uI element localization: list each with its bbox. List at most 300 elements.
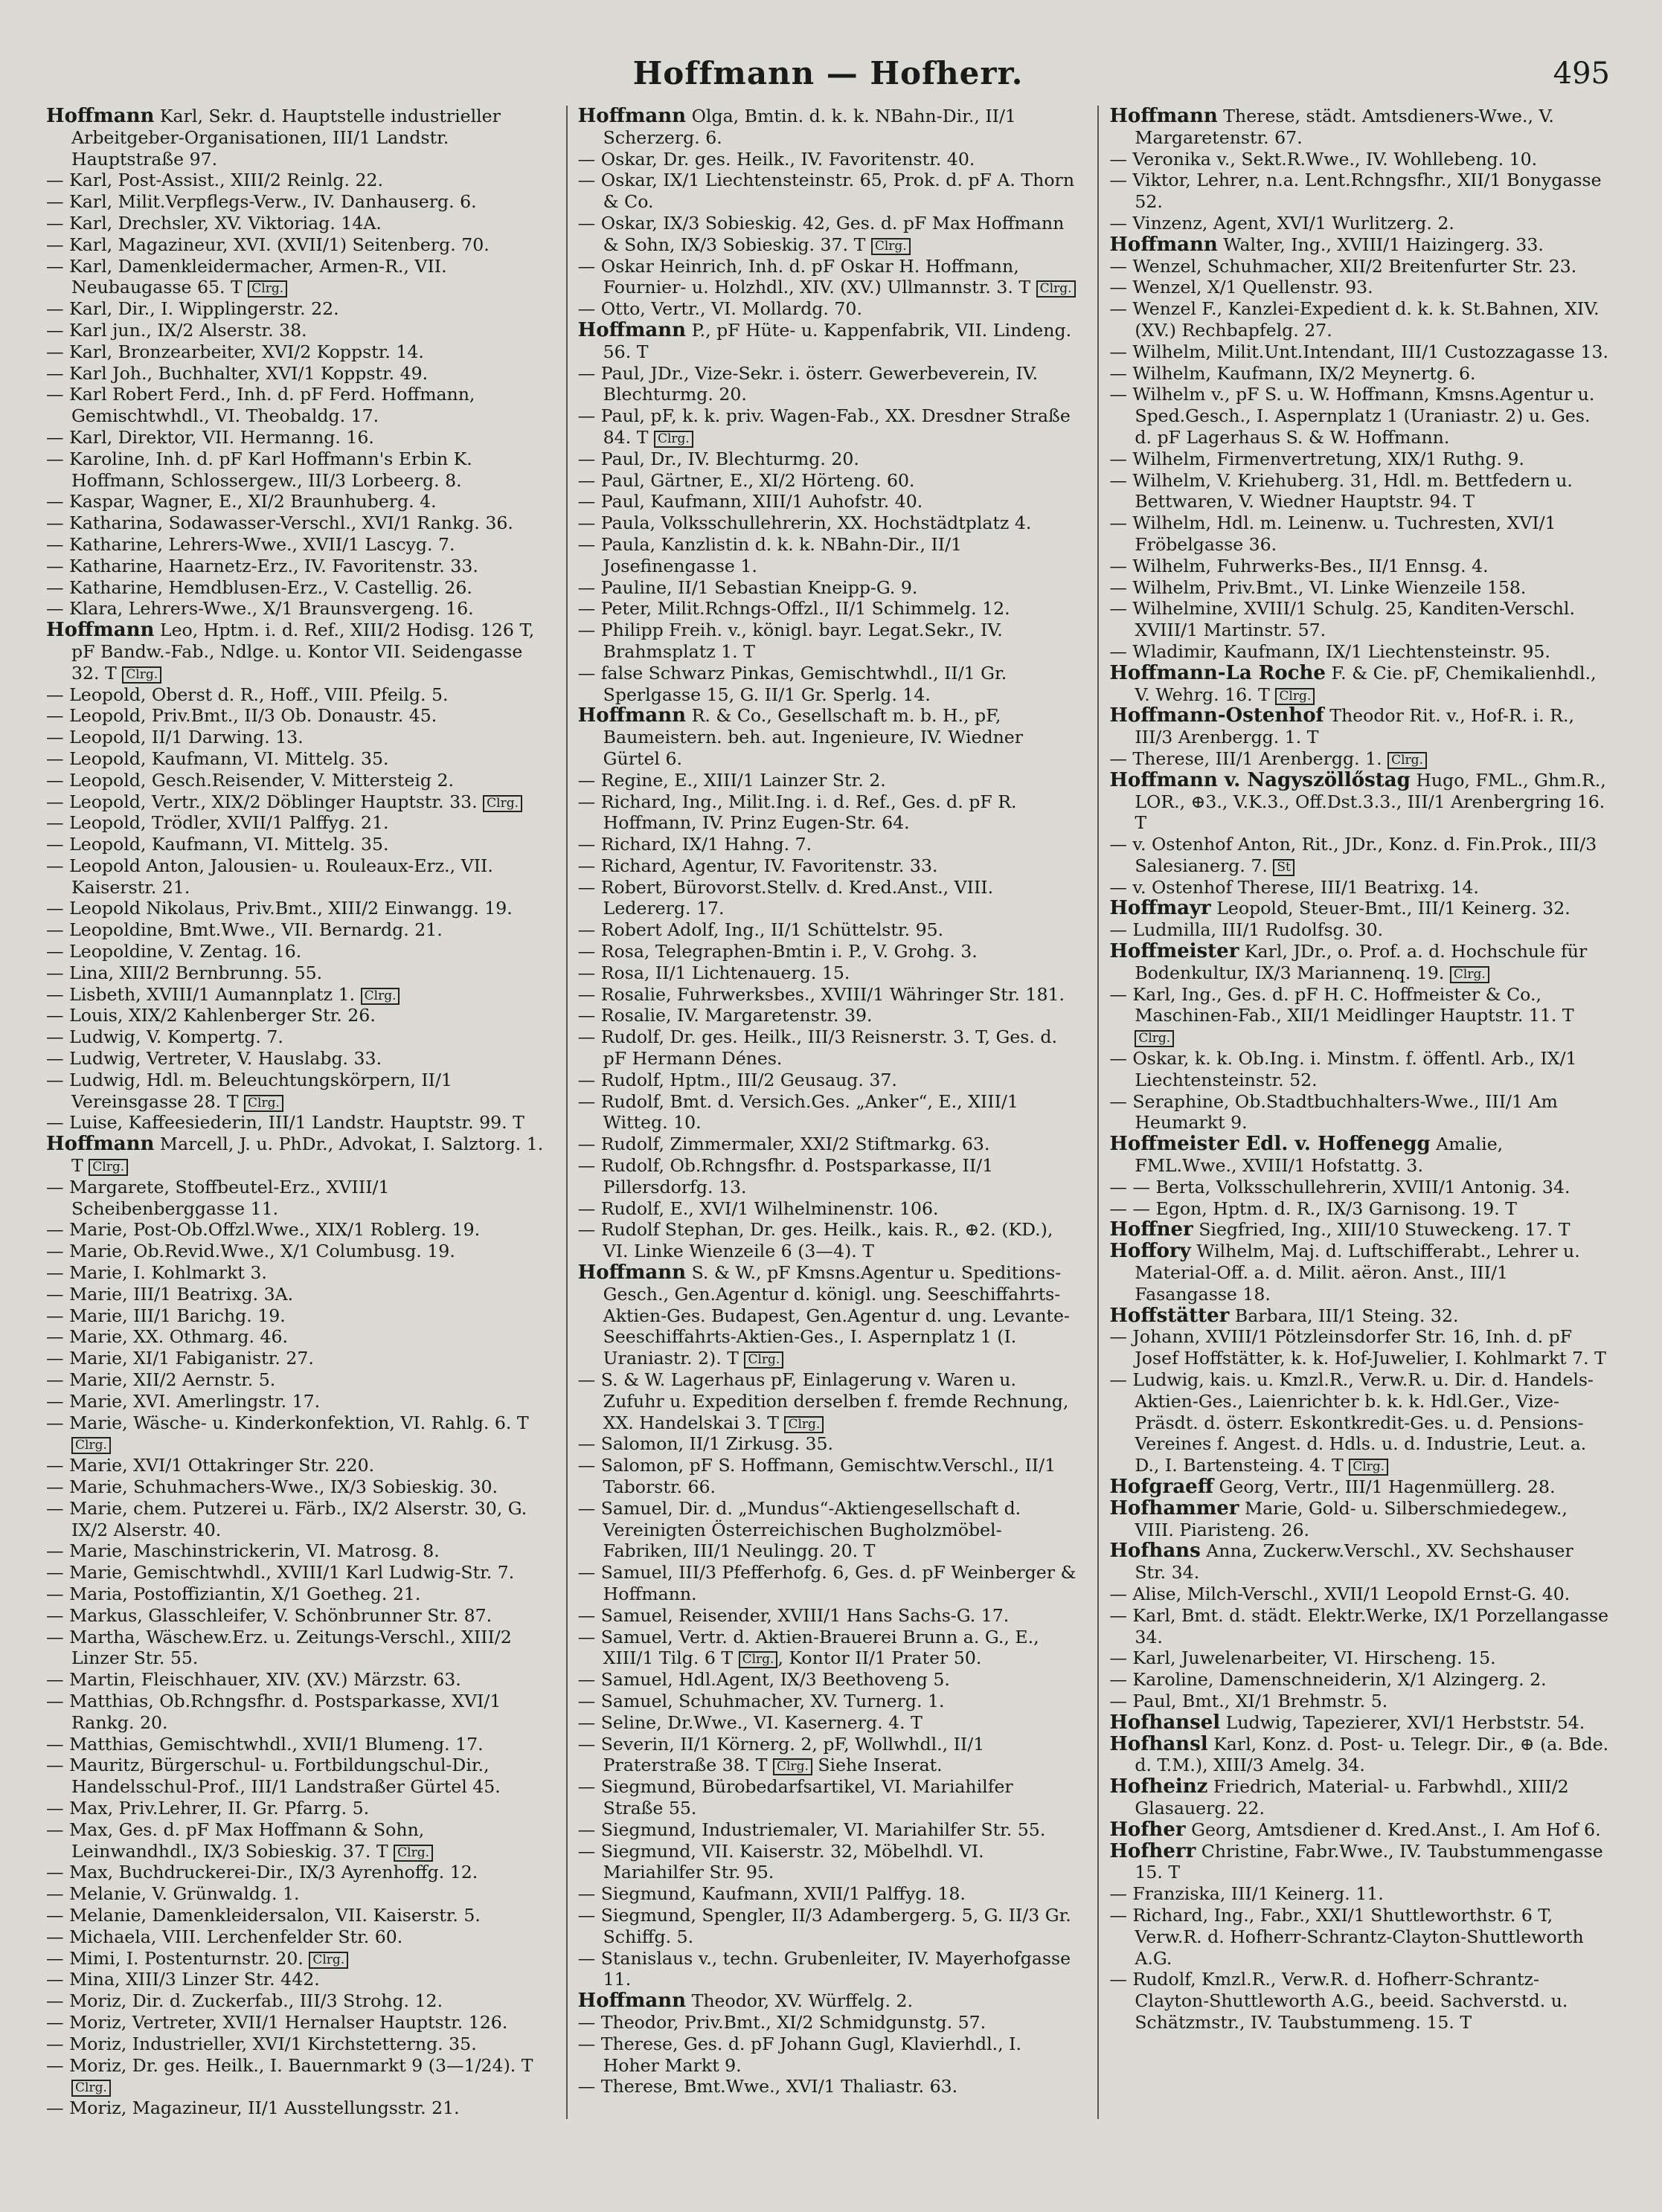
directory-column-1 (46, 106, 547, 2119)
directory-entry (46, 363, 547, 385)
directory-entry (46, 320, 547, 341)
entry-surname: Hoffmann (577, 105, 687, 127)
entry-text: — Ludwig, V. Kompertg. 7. (46, 1026, 283, 1048)
entry-text: — Karl, Magazineur, XVI. (XVII/1) Seitenberg. 70. (46, 234, 490, 255)
entry-text: — Wilhelm, Hdl. m. Leinenw. u. Tuchresten, XVI/1 Fröbelgasse 36. (1109, 512, 1556, 555)
directory-entry (578, 834, 1079, 855)
clearing-badge: Clrg. (71, 2080, 111, 2097)
entry-surname: Hofgraeff (1109, 1476, 1214, 1498)
entry-text: — Rudolf, Kmzl.R., Verw.R. d. Hofherr-Schrantz-Clayton-Shuttleworth A.G., beeid. Sachverstd. u. Schätzmstr., IV. Taubstummeng. 15. T (1109, 1969, 1568, 2033)
entry-text: — Paul, JDr., Vize-Sekr. i. österr. Gewerbeverein, IV. Blechturmg. 20. (577, 362, 1039, 405)
entry-text: — S. & W. Lagerhaus pF, Einlagerung v. Waren u. Zufuhr u. Expedition derselben f. fremde Rechnung, XX. Handelskai 3. T (577, 1369, 1069, 1433)
entry-text: — Theodor, Priv.Bmt., XI/2 Schmidgunstg. 57. (577, 2011, 986, 2033)
entry-text: — Matthias, Gemischtwhdl., XVII/1 Blumeng. 17. (46, 1733, 484, 1755)
directory-entry (46, 1262, 547, 1284)
entry-text: — Rudolf, Dr. ges. Heilk., III/3 Reisnerstr. 3. T, Ges. d. pF Hermann Dénes. (577, 1026, 1057, 1070)
entry-text: — Ludwig, Vertreter, V. Hauslabg. 33. (46, 1048, 382, 1070)
entry-text: — Peter, Milit.Rchngs-Offzl., II/1 Schimmelg. 12. (577, 598, 1010, 620)
page-number: 495 (1553, 57, 1610, 91)
directory-entry (1109, 1605, 1610, 1648)
directory-entry (578, 405, 1079, 448)
directory-entry (46, 1412, 547, 1456)
entry-text: — Karoline, Inh. d. pF Karl Hoffmann's Erbin K. Hoffmann, Schlossergew., III/3 Lorbeerg. 8. (46, 448, 472, 491)
directory-entry (578, 1734, 1079, 1777)
directory-column-3 (1097, 106, 1610, 2119)
directory-entry (46, 1798, 547, 1819)
directory-entry (46, 1070, 547, 1113)
entry-text: — Leopoldine, V. Zentag. 16. (46, 941, 302, 962)
entry-text: — Siegmund, VII. Kaiserstr. 32, Möbelhdl. VI. Mariahilfer Str. 95. (577, 1840, 984, 1883)
clearing-badge: Clrg. (773, 1758, 812, 1775)
entry-text: — Karl, Ing., Ges. d. pF H. C. Hoffmeister & Co., Maschinen-Fab., XII/1 Meidlinger Hauptstr. 11. T (1109, 983, 1574, 1026)
directory-entry (1109, 1776, 1610, 1819)
directory-entry (46, 1005, 547, 1026)
directory-entry (1109, 512, 1610, 556)
directory-entry (578, 1262, 1079, 1369)
entry-text: — Siegmund, Spengler, II/3 Adambergerg. 5, G. II/3 Gr. Schiffg. 5. (577, 1904, 1071, 1947)
entry-text: — Johann, XVIII/1 Pötzleinsdorfer Str. 16, Inh. d. pF Josef Hoffstätter, k. k. Hof-Juwelier, I. Kohlmarkt 7. T (1109, 1326, 1606, 1369)
directory-entry (46, 984, 547, 1006)
directory-entry (1109, 984, 1610, 1048)
clearing-badge: Clrg. (483, 795, 522, 812)
entry-surname: Hoffmeister Edl. v. Hoffenegg (1109, 1133, 1431, 1156)
entry-text: — Kaspar, Wagner, E., XI/2 Braunhuberg. 4. (46, 491, 437, 512)
entry-text: — Paul, Bmt., XI/1 Brehmstr. 5. (1109, 1690, 1388, 1711)
directory-entry (46, 170, 547, 191)
entry-text: — Karl, Post-Assist., XIII/2 Reinlg. 22. (46, 170, 384, 191)
entry-text: — Seline, Dr.Wwe., VI. Kasernerg. 4. T (577, 1711, 923, 1733)
directory-entry (46, 1883, 547, 1905)
directory-entry (46, 812, 547, 834)
directory-entry (578, 1134, 1079, 1155)
directory-entry (578, 984, 1079, 1006)
entry-text: — Moriz, Magazineur, II/1 Ausstellungsstr. 21. (46, 2097, 460, 2119)
entry-surname: Hoffmann v. Nagyszöllőstag (1109, 768, 1411, 791)
entry-text: Marcell, J. u. PhDr., Advokat, I. Salztorg. 1. T (71, 1134, 544, 1177)
entry-text: — Katharine, Lehrers-Wwe., XVII/1 Lascyg. 7. (46, 533, 455, 555)
directory-entry (46, 234, 547, 256)
directory-entry (578, 213, 1079, 256)
entry-text: — Mauritz, Bürgerschul- u. Fortbildungschul-Dir., Handelsschul-Prof., III/1 Landstraßer Gürtel 45. (46, 1755, 501, 1798)
directory-entry (1109, 106, 1610, 149)
entry-surname: Hoffmann (1109, 105, 1218, 127)
entry-text: — Therese, III/1 Arenbergg. 1. (1109, 747, 1382, 769)
entry-surname: Hoffmann (46, 619, 155, 642)
entry-text: — Samuel, Reisender, XVIII/1 Hans Sachs-G. 17. (577, 1604, 1010, 1626)
directory-entry (46, 770, 547, 791)
entry-text: — Rudolf, Zimmermaler, XXI/2 Stiftmarkg. 63. (577, 1134, 990, 1155)
directory-entry (578, 1883, 1079, 1905)
directory-entry (46, 962, 547, 984)
clearing-badge: Clrg. (871, 238, 911, 255)
entry-text: — Max, Ges. d. pF Max Hoffmann & Sohn, Leinwandhdl., IX/3 Sobieskig. 37. T (46, 1819, 425, 1862)
directory-entry (578, 1091, 1079, 1134)
directory-entry (46, 1627, 547, 1670)
directory-entry (46, 855, 547, 898)
directory-entry (46, 427, 547, 448)
entry-text: P., pF Hüte- u. Kappenfabrik, VII. Lindeng. 56. T (603, 319, 1072, 362)
directory-entry (46, 598, 547, 620)
entry-surname: Hoffmayr (1109, 897, 1211, 920)
directory-entry (1109, 1498, 1610, 1541)
entry-text: — Viktor, Lehrer, n.a. Lent.Rchngsfhr., XII/1 Bonygasse 52. (1109, 170, 1602, 213)
entry-text: Karl, Sekr. d. Hauptstelle industrieller Arbeitgeber-Organisationen, III/1 Landstr. Hauptstraße 97. (71, 106, 501, 170)
directory-entry (46, 1177, 547, 1220)
directory-entry (1109, 898, 1610, 919)
directory-entry (1109, 834, 1610, 877)
directory-entry (46, 1969, 547, 1990)
entry-text: Leopold, Steuer-Bmt., III/1 Keinerg. 32. (1210, 898, 1570, 919)
entry-text: — Leopold, Vertr., XIX/2 Döblinger Hauptstr. 33. (46, 791, 478, 812)
directory-entry (46, 1819, 547, 1862)
directory-entry (1109, 149, 1610, 170)
directory-entry (578, 1627, 1079, 1670)
directory-entry (46, 727, 547, 748)
entry-text: — Marie, Schuhmachers-Wwe., IX/3 Sobieskig. 30. (46, 1476, 498, 1497)
entry-text: Marie, Gold- u. Silberschmiedegew., VIII. Piaristeng. 26. (1135, 1497, 1568, 1540)
entry-surname: Hofherr (1109, 1839, 1196, 1862)
clearing-badge: St (1273, 859, 1294, 876)
entry-text: — Samuel, Vertr. d. Aktien-Brauerei Brunn a. G., E., XIII/1 Tilg. 6 T (577, 1626, 1039, 1669)
entry-text: — Wilhelm, V. Kriehuberg. 31, Hdl. m. Bettfedern u. Bettwaren, V. Wiedner Hauptstr. 94. T (1109, 469, 1573, 512)
directory-entry (46, 2097, 547, 2119)
entry-text: — Leopold, Kaufmann, VI. Mittelg. 35. (46, 834, 389, 855)
directory-entry (578, 1905, 1079, 1948)
entry-text: — Rudolf, Hptm., III/2 Geusaug. 37. (577, 1069, 897, 1090)
directory-entry (1109, 234, 1610, 256)
directory-entry (578, 598, 1079, 620)
entry-text: — Paul, pF, k. k. priv. Wagen-Fab., XX. Dresdner Straße 84. T (577, 405, 1071, 448)
directory-entry (1109, 641, 1610, 663)
entry-text: — Katharine, Haarnetz-Erz., IV. Favoritenstr. 33. (46, 555, 478, 576)
directory-entry (46, 1369, 547, 1391)
entry-text: — Richard, IX/1 Hahng. 7. (577, 834, 812, 855)
directory-entry (578, 1498, 1079, 1562)
directory-entry (1109, 470, 1610, 513)
entry-text: — Lisbeth, XVIII/1 Aumannplatz 1. (46, 983, 356, 1005)
entry-text: — Wilhelmine, XVIII/1 Schulg. 25, Kanditen-Verschl. XVIII/1 Martinstr. 57. (1109, 598, 1575, 641)
entry-text: F. & Cie. pF, Chemikalienhdl., V. Wehrg. 16. T (1135, 662, 1597, 705)
entry-surname: Hofhans (1109, 1540, 1201, 1563)
directory-entry (1109, 1134, 1610, 1177)
directory-entry (46, 1691, 547, 1734)
entry-text: — Karl, Milit.Verpflegs-Verw., IV. Danhauserg. 6. (46, 191, 477, 213)
entry-surname: Hoffmann (1109, 233, 1218, 256)
entry-text: — Samuel, III/3 Pfefferhofg. 6, Ges. d. pF Weinberger & Hoffmann. (577, 1562, 1077, 1604)
entry-text: — Luise, Kaffeesiederin, III/1 Landstr. Hauptstr. 99. T (46, 1112, 524, 1134)
directory-entry (578, 791, 1079, 835)
directory-entry (1109, 941, 1610, 984)
directory-entry (578, 1948, 1079, 1991)
directory-entry (46, 534, 547, 556)
directory-entry (1109, 1305, 1610, 1327)
directory-entry (578, 1841, 1079, 1884)
directory-entry (578, 941, 1079, 962)
entry-surname: Hoffmeister (1109, 940, 1239, 963)
entry-text: — Ludwig, Hdl. m. Beleuchtungskörpern, II/1 Vereinsgasse 28. T (46, 1069, 452, 1112)
entry-text: — Paul, Dr., IV. Blechturmg. 20. (577, 448, 859, 469)
entry-text: — Mina, XIII/3 Linzer Str. 442. (46, 1969, 320, 1990)
entry-text: — v. Ostenhof Therese, III/1 Beatrixg. 14. (1109, 876, 1479, 898)
directory-entry (578, 170, 1079, 213)
directory-entry (578, 320, 1079, 363)
entry-text: — Karl, Drechsler, XV. Viktoriag. 14A. (46, 212, 382, 234)
entry-surname: Hofher (1109, 1818, 1186, 1841)
directory-entry (578, 577, 1079, 599)
entry-text: Friedrich, Material- u. Farbwhdl., XIII/2 Glasauerg. 22. (1135, 1776, 1569, 1819)
clearing-badge: Clrg. (309, 1952, 348, 1969)
directory-entry (1109, 1540, 1610, 1584)
directory-entry (1109, 256, 1610, 277)
entry-text: — Leopold, Oberst d. R., Hoff., VIII. Pfeilg. 5. (46, 684, 449, 705)
directory-column-2 (566, 106, 1079, 2119)
directory-entry (46, 941, 547, 962)
clearing-badge: Clrg. (394, 1845, 433, 1862)
entry-surname: Hofhansel (1109, 1711, 1221, 1734)
directory-entry (578, 663, 1079, 706)
directory-entry (578, 1198, 1079, 1220)
clearing-badge: Clrg. (1387, 752, 1427, 769)
directory-entry (46, 298, 547, 320)
directory-entry (578, 1990, 1079, 2012)
entry-text: — Margarete, Stoffbeutel-Erz., XVIII/1 Scheibenberggasse 11. (46, 1176, 390, 1219)
directory-entry (578, 1669, 1079, 1691)
directory-entry (1109, 1969, 1610, 2033)
entry-text: — Marie, chem. Putzerei u. Färb., IX/2 Alserstr. 30, G. IX/2 Alserstr. 40. (46, 1497, 527, 1540)
entry-text: — Max, Buchdruckerei-Dir., IX/3 Ayrenhoffg. 12. (46, 1862, 478, 1883)
directory-entry (1109, 213, 1610, 234)
entry-text: — Philipp Freih. v., königl. bayr. Legat.Sekr., IV. Brahmsplatz 1. T (577, 620, 1003, 662)
directory-entry (578, 256, 1079, 299)
clearing-badge: Clrg. (1135, 1030, 1174, 1047)
directory-entry (46, 1026, 547, 1048)
entry-text: — Ludmilla, III/1 Rudolfsg. 30. (1109, 919, 1384, 941)
entry-text: — Melanie, Damenkleidersalon, VII. Kaiserstr. 5. (46, 1904, 481, 1926)
directory-entry (46, 191, 547, 213)
directory-entry (46, 1326, 547, 1348)
directory-entry (46, 1391, 547, 1412)
directory-entry (1109, 1712, 1610, 1734)
directory-entry (578, 1219, 1079, 1262)
entry-surname: Hofheinz (1109, 1775, 1208, 1798)
directory-entry (1109, 919, 1610, 941)
directory-entry (578, 2033, 1079, 2077)
entry-text-continued: Siehe Inserat. (812, 1755, 943, 1776)
entry-text: — Louis, XIX/2 Kahlenberger Str. 26. (46, 1005, 376, 1026)
directory-entry (1109, 1647, 1610, 1669)
entry-text: — Leopold, Trödler, XVII/1 Palffyg. 21. (46, 812, 389, 834)
directory-entry (578, 1369, 1079, 1433)
directory-entry (46, 1862, 547, 1883)
directory-entry (46, 1990, 547, 2012)
directory-entry (1109, 1819, 1610, 1841)
directory-entry (1109, 748, 1610, 770)
entry-text: — Wilhelm, Kaufmann, IX/2 Meynertg. 6. (1109, 362, 1476, 384)
running-title: Hoffmann — Hofherr. (632, 55, 1024, 91)
entry-text: — Oskar Heinrich, Inh. d. pF Oskar H. Hoffmann, Fournier- u. Holzhdl., XIV. (XV.) Ullmannstr. 3. T (577, 255, 1031, 298)
clearing-badge: Clrg. (744, 1351, 783, 1369)
entry-text: Barbara, III/1 Steing. 32. (1229, 1305, 1459, 1326)
entry-text: — Marie, XII/2 Aernstr. 5. (46, 1369, 276, 1391)
directory-entry (578, 512, 1079, 534)
directory-entry (1109, 384, 1610, 448)
directory-entry (1109, 1198, 1610, 1220)
directory-entry (1109, 341, 1610, 363)
entry-text: — Otto, Vertr., VI. Mollardg. 70. (577, 298, 862, 320)
entry-text: — Leopold Anton, Jalousien- u. Rouleaux-Erz., VII. Kaiserstr. 21. (46, 855, 493, 898)
directory-entry (578, 470, 1079, 492)
directory-entry (46, 556, 547, 577)
entry-text: — Max, Priv.Lehrer, II. Gr. Pfarrg. 5. (46, 1797, 370, 1819)
directory-entry (578, 106, 1079, 149)
directory-entry (578, 620, 1079, 663)
entry-text: Therese, städt. Amtsdieners-Wwe., V. Margaretenstr. 67. (1135, 106, 1554, 148)
entry-text: — Stanislaus v., techn. Grubenleiter, IV. Mayerhofgasse 11. (577, 1947, 1071, 1990)
entry-text: — Marie, Maschinstrickerin, VI. Matrosg. 8. (46, 1540, 440, 1562)
entry-text: — Marie, III/1 Barichg. 19. (46, 1305, 286, 1326)
entry-text: — Veronika v., Sekt.R.Wwe., IV. Wohllebeng. 10. (1109, 148, 1538, 170)
entry-text: Wilhelm, Maj. d. Luftschifferabt., Lehrer u. Material-Off. a. d. Milit. aëron. Anst., III/1 Fasangasse 18. (1135, 1241, 1580, 1305)
clearing-badge: Clrg. (361, 988, 400, 1005)
entry-text: — Samuel, Hdl.Agent, IX/3 Beethoveng 5. (577, 1669, 950, 1691)
directory-entry (46, 2055, 547, 2098)
entry-text: — Robert, Bürovorst.Stellv. d. Kred.Anst., VIII. Ledererg. 17. (577, 876, 994, 919)
entry-text: — false Schwarz Pinkas, Gemischtwhdl., II/1 Gr. Sperlgasse 15, G. II/1 Gr. Sperlg. 14. (577, 662, 1007, 705)
entry-surname: Hoffmann (577, 704, 687, 727)
entry-text: — Samuel, Schuhmacher, XV. Turnerg. 1. (577, 1690, 945, 1711)
directory-entry (1109, 1326, 1610, 1369)
entry-text: — Richard, Ing., Milit.Ing. i. d. Ref., Ges. d. pF R. Hoffmann, IV. Prinz Eugen-Str. 64. (577, 791, 1017, 834)
entry-text: — Oskar, IX/1 Liechtensteinstr. 65, Prok. d. pF A. Thorn & Co. (577, 170, 1075, 213)
entry-text: Karl, Konz. d. Post- u. Telegr. Dir., ⊕ (a. Bde. d. T.M.), XIII/3 Amelg. 34. (1135, 1733, 1609, 1776)
directory-entry (578, 1070, 1079, 1091)
directory-entry (46, 748, 547, 770)
entry-text: — Wladimir, Kaufmann, IX/1 Liechtensteinstr. 95. (1109, 640, 1550, 662)
directory-entry (578, 2012, 1079, 2033)
entry-text: — Karl, Dir., I. Wipplingerstr. 22. (46, 298, 339, 320)
directory-entry (1109, 298, 1610, 341)
directory-entry (1109, 1734, 1610, 1777)
directory-entry (46, 1734, 547, 1755)
entry-text: — — Egon, Hptm. d. R., IX/3 Garnisong. 19. T (1109, 1197, 1518, 1219)
directory-entry (46, 705, 547, 727)
entry-text: — Karl, Bronzearbeiter, XVI/2 Koppstr. 14. (46, 341, 424, 362)
entry-text: — Robert Adolf, Ing., II/1 Schüttelstr. 95. (577, 919, 944, 941)
entry-text: — Siegmund, Bürobedarfsartikel, VI. Mariahilfer Straße 55. (577, 1776, 1013, 1819)
directory-entry (46, 1348, 547, 1369)
entry-text: — Paul, Gärtner, E., XI/2 Hörteng. 60. (577, 469, 915, 491)
entry-text: — Rosa, Telegraphen-Bmtin i. P., V. Grohg. 3. (577, 941, 978, 962)
clearing-badge: Clrg. (1349, 1459, 1388, 1476)
directory-entry (1109, 1883, 1610, 1905)
entry-surname: Hoffmann (577, 1990, 687, 2013)
entry-text: — Karl jun., IX/2 Alserstr. 38. (46, 319, 307, 341)
entry-text: Theodor, XV. Würffelg. 2. (686, 1990, 914, 2012)
entry-text: — Franziska, III/1 Keinerg. 11. (1109, 1883, 1384, 1905)
entry-text: — Moriz, Vertreter, XVII/1 Hernalser Hauptstr. 126. (46, 2011, 508, 2033)
entry-text: — Oskar, k. k. Ob.Ing. i. Minstm. f. öffentl. Arb., IX/1 Liechtensteinstr. 52. (1109, 1048, 1577, 1090)
directory-entry (578, 1776, 1079, 1819)
entry-surname: Hoffstätter (1109, 1304, 1230, 1327)
directory-entry (46, 1540, 547, 1562)
directory-entry (46, 834, 547, 855)
entry-text: — Marie, XI/1 Fabiganistr. 27. (46, 1348, 314, 1369)
directory-entry (578, 2076, 1079, 2097)
entry-surname: Hofhansl (1109, 1732, 1208, 1755)
entry-text: — Oskar, Dr. ges. Heilk., IV. Favoritenstr. 40. (577, 148, 975, 170)
entry-text: — Salomon, pF S. Hoffmann, Gemischtw.Verschl., II/1 Taborstr. 66. (577, 1455, 1056, 1497)
entry-surname: Hoffmann-La Roche (1109, 661, 1326, 684)
directory-entry (1109, 877, 1610, 898)
directory-entry (46, 1669, 547, 1691)
entry-text: — Karl Robert Ferd., Inh. d. pF Ferd. Hoffmann, Gemischtwhdl., VI. Theobaldg. 17. (46, 384, 475, 427)
entry-text: Georg, Amtsdiener d. Kred.Anst., I. Am Hof 6. (1185, 1819, 1601, 1840)
directory-entry (578, 149, 1079, 170)
directory-entry (1109, 1048, 1610, 1091)
entry-text: — Pauline, II/1 Sebastian Kneipp-G. 9. (577, 576, 918, 598)
directory-entry (46, 1948, 547, 1970)
entry-text: — Katharine, Hemdblusen-Erz., V. Castellig. 26. (46, 576, 472, 598)
entry-text: — Therese, Ges. d. pF Johann Gugl, Klavierhdl., I. Hoher Markt 9. (577, 2033, 1021, 2076)
directory-entry (46, 1605, 547, 1627)
directory-entry (46, 791, 547, 813)
entry-text: — Wilhelm, Firmenvertretung, XIX/1 Ruthg. 9. (1109, 448, 1525, 469)
entry-text: — Karl, Bmt. d. städt. Elektr.Werke, IX/1 Porzellangasse 34. (1109, 1604, 1609, 1647)
entry-text: — Rosalie, IV. Margaretenstr. 39. (577, 1005, 873, 1026)
directory-columns (46, 106, 1610, 2119)
entry-text: Amalie, FML.Wwe., XVIII/1 Hofstattg. 3. (1135, 1134, 1504, 1177)
entry-text: — Oskar, IX/3 Sobieskig. 42, Ges. d. pF Max Hoffmann & Sohn, IX/3 Sobieskig. 37. T (577, 212, 1065, 255)
entry-text: — Wenzel, X/1 Quellenstr. 93. (1109, 277, 1373, 298)
entry-text: — Wenzel F., Kanzlei-Expedient d. k. k. St.Bahnen, XIV. (XV.) Rechbapfelg. 27. (1109, 298, 1600, 341)
entry-text: Walter, Ing., XVIII/1 Haizingerg. 33. (1217, 234, 1544, 255)
directory-entry (578, 1005, 1079, 1026)
entry-text: — Therese, Bmt.Wwe., XVI/1 Thaliastr. 63. (577, 2076, 958, 2097)
entry-text: — Markus, Glasschleifer, V. Schönbrunner Str. 87. (46, 1604, 492, 1626)
clearing-badge: Clrg. (1275, 688, 1315, 705)
entry-text: — Paul, Kaufmann, XIII/1 Auhofstr. 40. (577, 491, 923, 512)
directory-entry (46, 1305, 547, 1327)
entry-text: — Richard, Agentur, IV. Favoritenstr. 33. (577, 855, 938, 876)
entry-text: — Wilhelm, Priv.Bmt., VI. Linke Wienzeile 158. (1109, 576, 1527, 598)
entry-text: — Rudolf, Bmt. d. Versich.Ges. „Anker“, E., XIII/1 Witteg. 10. (577, 1090, 1018, 1134)
entry-text: — Leopold, Gesch.Reisender, V. Mittersteig 2. (46, 769, 455, 791)
entry-text: — Marie, Ob.Revid.Wwe., X/1 Columbusg. 19. (46, 1241, 455, 1262)
directory-entry (46, 1112, 547, 1134)
directory-entry (1109, 1091, 1610, 1134)
entry-text: — Karoline, Damenschneiderin, X/1 Alzingerg. 2. (1109, 1669, 1547, 1691)
directory-entry (46, 1498, 547, 1541)
entry-text: Karl, JDr., o. Prof. a. d. Hochschule für Bodenkultur, IX/3 Mariannenq. 19. (1135, 941, 1588, 983)
entry-text: — Mimi, I. Postenturnstr. 20. (46, 1947, 304, 1969)
entry-text: — Karl Joh., Buchhalter, XVI/1 Koppstr. 49. (46, 362, 429, 384)
entry-text: — Martin, Fleischhauer, XIV. (XV.) Märzstr. 63. (46, 1669, 461, 1691)
entry-text: — Leopold, Priv.Bmt., II/3 Ob. Donaustr. 45. (46, 705, 437, 727)
entry-text: — Matthias, Ob.Rchngsfhr. d. Postsparkasse, XVI/1 Rankg. 20. (46, 1690, 501, 1733)
directory-entry (578, 534, 1079, 577)
directory-entry (1109, 1691, 1610, 1712)
entry-surname: Hoffmann (577, 318, 687, 341)
entry-surname: Hoffmann-Ostenhof (1109, 704, 1324, 727)
entry-text: — Marie, XVI. Amerlingstr. 17. (46, 1390, 321, 1412)
entry-text: Leo, Hptm. i. d. Ref., XIII/2 Hodisg. 126 T, pF Bandw.-Fab., Ndlge. u. Kontor VII. Seidengasse 32. T (71, 620, 535, 684)
entry-text: — Ludwig, kais. u. Kmzl.R., Verw.R. u. Dir. d. Handels-Aktien-Ges., Laienrichter b. k. k. Hdl.Ger., Vize-Präsdt. d. österr. Eskontkredit-Ges. u. d. Pensions-Vereines f. Angest. d. Hdls. u. d. Industrie, Leut. a. D., I. Bartensteing. 4. T (1109, 1369, 1594, 1476)
directory-entry (1109, 1584, 1610, 1605)
entry-text: — Richard, Ing., Fabr., XXI/1 Shuttleworthstr. 6 T, Verw.R. d. Hofherr-Schrantz-Clayton-Shuttleworth A.G. (1109, 1904, 1584, 1969)
directory-entry (578, 770, 1079, 791)
entry-text: — Rosa, II/1 Lichtenauerg. 15. (577, 962, 850, 983)
directory-entry (578, 962, 1079, 984)
